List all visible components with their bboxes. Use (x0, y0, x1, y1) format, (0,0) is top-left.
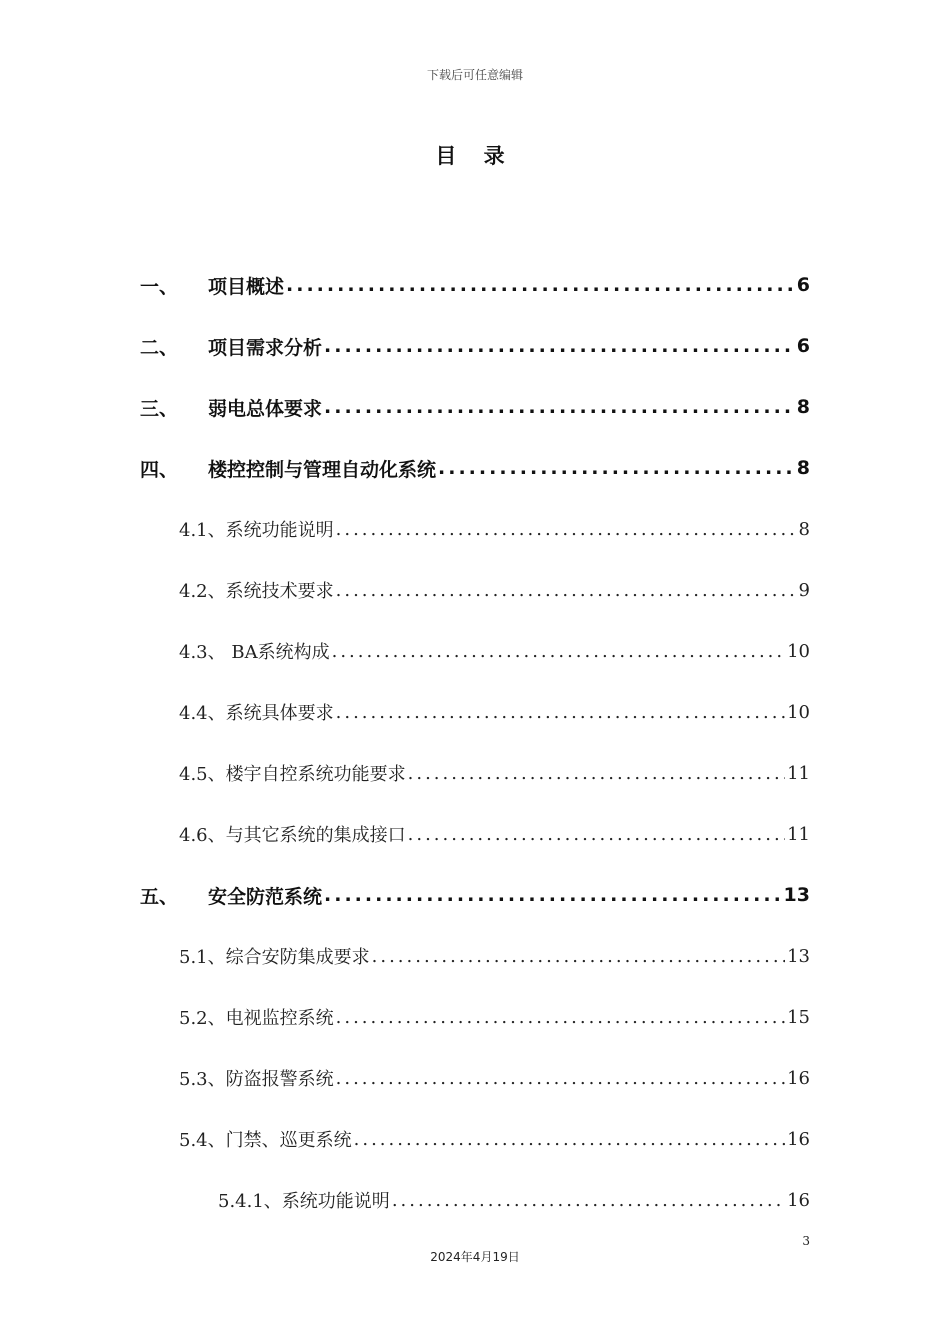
toc-entry-number: 4.1、 (179, 520, 226, 541)
toc-entry-label: 项目需求分析 (208, 336, 323, 359)
toc-dot-leader (332, 641, 786, 662)
toc-title: 目 录 (435, 144, 515, 168)
toc-entry-4-5[interactable] (179, 753, 810, 793)
toc-entry-number: 5.3、 (179, 1069, 226, 1090)
toc-dot-leader (324, 396, 795, 418)
toc-entry-5-4-1[interactable] (218, 1180, 810, 1220)
toc-dot-leader (392, 1190, 785, 1211)
toc-entry-page: 11 (787, 762, 810, 784)
toc-entry-page: 6 (796, 274, 810, 296)
footer-date: 2024年4月19日 (430, 1250, 520, 1264)
toc-dot-leader (324, 884, 782, 906)
toc-dot-leader (408, 763, 785, 784)
toc-entry-page: 16 (787, 1128, 810, 1150)
toc-entry-4-3[interactable] (179, 631, 810, 671)
toc-entry-number: 5.4.1、 (218, 1191, 282, 1212)
toc-entry-number: 一、 (140, 275, 179, 298)
toc-entry-number: 4.6、 (179, 825, 226, 846)
toc-entry-label: 项目概述 (208, 275, 285, 298)
toc-dot-leader (372, 946, 785, 967)
toc-entry-4-1[interactable] (179, 509, 810, 549)
toc-dot-leader (324, 335, 795, 357)
toc-dot-leader (336, 702, 785, 723)
toc-entry-4-4[interactable] (179, 692, 810, 732)
toc-dot-leader (438, 457, 795, 479)
toc-entry-number: 二、 (140, 336, 179, 359)
toc-dot-leader (336, 580, 797, 601)
toc-dot-leader (354, 1129, 785, 1150)
toc-entry-number: 4.5、 (179, 764, 226, 785)
toc-dot-leader (336, 519, 797, 540)
toc-entry-label: 系统功能说明 (225, 520, 334, 541)
toc-entry-5-1[interactable] (179, 936, 810, 976)
toc-entry-page: 9 (798, 579, 810, 601)
toc-entry-number: 五、 (140, 885, 179, 908)
toc-entry-page: 13 (787, 945, 810, 967)
toc-entry-label: 系统具体要求 (225, 703, 334, 724)
toc-entry-number: 四、 (140, 458, 179, 481)
toc-dot-leader (336, 1007, 785, 1028)
toc-entry-page: 10 (787, 640, 810, 662)
toc-entry-label: 系统技术要求 (225, 581, 334, 602)
toc-entry-label: 弱电总体要求 (208, 397, 323, 420)
toc-entry-label: 综合安防集成要求 (225, 947, 370, 968)
toc-entry-number: 5.1、 (179, 947, 226, 968)
toc-entry-4-6[interactable] (179, 814, 810, 854)
toc-entry-page: 6 (796, 335, 810, 357)
toc-entry-number: 4.2、 (179, 581, 226, 602)
toc-entry-5-3[interactable] (179, 1058, 810, 1098)
toc-entry-label: 安全防范系统 (208, 885, 323, 908)
toc-entry-page: 16 (787, 1189, 810, 1211)
toc-entry-page: 8 (796, 396, 810, 418)
toc-entry-2[interactable] (140, 326, 810, 366)
toc-entry-4-2[interactable] (179, 570, 810, 610)
toc-entry-5-2[interactable] (179, 997, 810, 1037)
toc-entry-label: 电视监控系统 (225, 1008, 334, 1029)
toc-dot-leader (286, 274, 795, 296)
toc-entry-label: 防盗报警系统 (225, 1069, 334, 1090)
toc-entry-label: 楼宇自控系统功能要求 (225, 764, 406, 785)
toc-entry-number: 5.2、 (179, 1008, 226, 1029)
toc-entry-label: 系统功能说明 (281, 1191, 390, 1212)
toc-entry-number: 三、 (140, 397, 179, 420)
toc-entry-page: 8 (796, 457, 810, 479)
toc-entry-page: 16 (787, 1067, 810, 1089)
page-number: 3 (802, 1234, 810, 1248)
toc-entry-4[interactable] (140, 448, 810, 488)
toc-dot-leader (408, 824, 785, 845)
toc-dot-leader (336, 1068, 785, 1089)
toc-entry-page: 13 (783, 884, 810, 906)
toc-entry-page: 10 (787, 701, 810, 723)
toc-entry-label: BA系统构成 (225, 642, 330, 663)
toc-entry-5[interactable] (140, 875, 810, 915)
toc-entry-page: 15 (787, 1006, 810, 1028)
toc-entry-3[interactable] (140, 387, 810, 427)
toc-entry-number: 5.4、 (179, 1130, 226, 1151)
toc-entry-label: 楼控控制与管理自动化系统 (208, 458, 437, 481)
toc-entry-label: 门禁、巡更系统 (225, 1130, 352, 1151)
toc-entry-page: 8 (798, 518, 810, 540)
toc-entry-5-4[interactable] (179, 1119, 810, 1159)
toc-entry-number: 4.4、 (179, 703, 226, 724)
toc-entry-1[interactable] (140, 265, 810, 305)
toc-entry-number: 4.3、 (179, 642, 226, 663)
header-note: 下载后可任意编辑 (426, 68, 523, 82)
toc-entry-label: 与其它系统的集成接口 (225, 825, 406, 846)
toc-entry-page: 11 (787, 823, 810, 845)
